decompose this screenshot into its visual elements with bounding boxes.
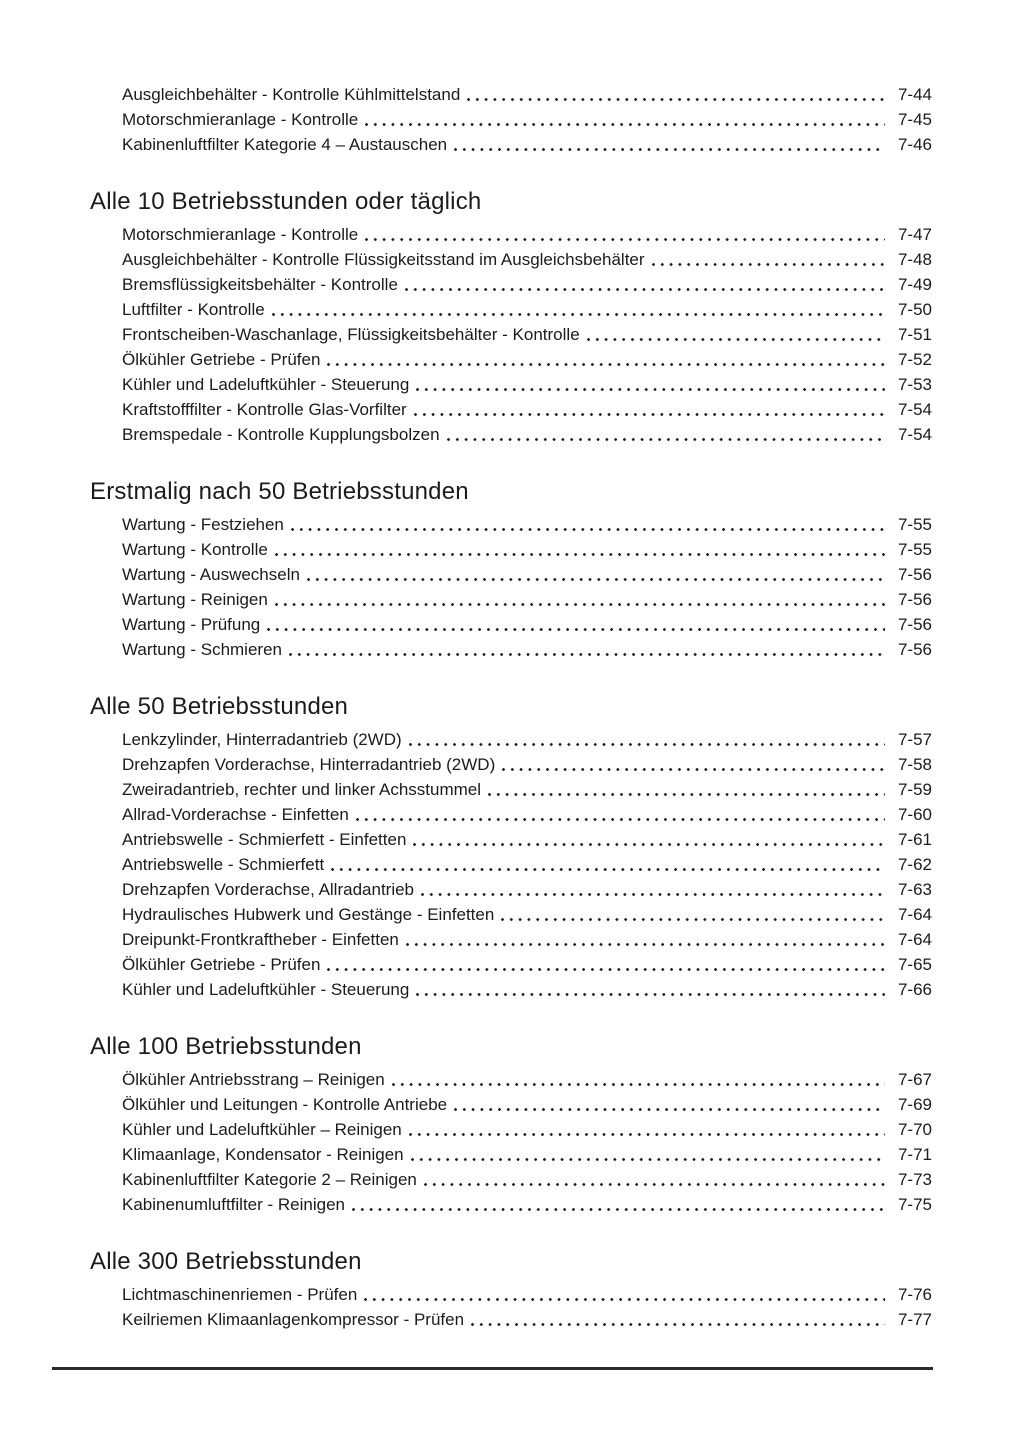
dot-leader (275, 553, 885, 556)
toc-entry-page-number: 7-64 (897, 930, 932, 949)
toc-entry-title: Kabinenluftfilter Kategorie 4 – Austauschen (122, 135, 448, 154)
toc-entry (90, 397, 932, 422)
toc-entry (90, 272, 932, 297)
toc-entry (90, 827, 932, 852)
dot-leader (409, 1133, 885, 1136)
toc-entry (90, 752, 932, 777)
toc-entry (90, 322, 932, 347)
toc-entry-title: Keilriemen Klimaanlagenkompressor - Prüfen (122, 1310, 465, 1329)
toc-entry (90, 927, 932, 952)
dot-leader (421, 893, 885, 896)
toc-entry-page-number: 7-55 (897, 515, 932, 534)
section-items (90, 1282, 932, 1332)
toc-entry (90, 107, 932, 132)
toc-entry (90, 1092, 932, 1117)
toc-section (90, 82, 932, 157)
toc-entry-page-number: 7-76 (897, 1285, 932, 1304)
dot-leader (488, 793, 885, 796)
toc-entry-page-number: 7-56 (897, 590, 932, 609)
section-items (90, 82, 932, 157)
toc-entry-page-number: 7-52 (897, 350, 932, 369)
toc-entry-title: Klimaanlage, Kondensator - Reinigen (122, 1145, 404, 1164)
toc-entry-page-number: 7-62 (897, 855, 932, 874)
toc-entry (90, 877, 932, 902)
toc-entry-title: Ölkühler Antriebsstrang – Reinigen (122, 1070, 385, 1089)
toc-entry-page-number: 7-45 (897, 110, 932, 129)
toc-section (90, 187, 932, 447)
section-heading: Alle 10 Betriebsstunden oder täglich (90, 188, 482, 215)
dot-leader (652, 263, 885, 266)
toc-entry-title: Kühler und Ladeluftkühler - Steuerung (122, 980, 410, 999)
toc-entry-title: Dreipunkt-Frontkraftheber - Einfetten (122, 930, 399, 949)
toc-entry-page-number: 7-50 (897, 300, 932, 319)
toc-entry-title: Antriebswelle - Schmierfett - Einfetten (122, 830, 407, 849)
toc-entry-page-number: 7-53 (897, 375, 932, 394)
dot-leader (501, 918, 885, 921)
table-of-contents (90, 82, 932, 1332)
toc-entry-title: Allrad-Vorderachse - Einfetten (122, 805, 349, 824)
dot-leader (406, 943, 885, 946)
toc-entry (90, 422, 932, 447)
dot-leader (365, 238, 885, 241)
toc-entry-page-number: 7-56 (897, 640, 932, 659)
toc-entry-page-number: 7-49 (897, 275, 932, 294)
toc-entry (90, 902, 932, 927)
toc-entry-title: Antriebswelle - Schmierfett (122, 855, 325, 874)
toc-entry-page-number: 7-61 (897, 830, 932, 849)
toc-entry (90, 372, 932, 397)
dot-leader (502, 768, 885, 771)
toc-entry-page-number: 7-60 (897, 805, 932, 824)
toc-entry (90, 1117, 932, 1142)
section-items (90, 512, 932, 662)
toc-entry (90, 852, 932, 877)
toc-entry (90, 132, 932, 157)
toc-entry (90, 1307, 932, 1332)
dot-leader (467, 98, 885, 101)
dot-leader (364, 1298, 885, 1301)
dot-leader (331, 868, 885, 871)
toc-entry-page-number: 7-75 (897, 1195, 932, 1214)
toc-section (90, 1032, 932, 1217)
toc-entry-page-number: 7-65 (897, 955, 932, 974)
toc-entry-title: Wartung - Auswechseln (122, 565, 300, 584)
toc-entry (90, 1067, 932, 1092)
toc-entry (90, 977, 932, 1002)
toc-entry (90, 297, 932, 322)
toc-entry (90, 1142, 932, 1167)
footer-rule (52, 1367, 933, 1370)
toc-entry (90, 562, 932, 587)
toc-entry-page-number: 7-48 (897, 250, 932, 269)
toc-entry (90, 727, 932, 752)
toc-entry-title: Kühler und Ladeluftkühler – Reinigen (122, 1120, 402, 1139)
toc-entry-title: Bremsflüssigkeitsbehälter - Kontrolle (122, 275, 398, 294)
toc-entry (90, 537, 932, 562)
toc-entry (90, 802, 932, 827)
toc-entry (90, 512, 932, 537)
toc-entry-page-number: 7-70 (897, 1120, 932, 1139)
section-items (90, 1067, 932, 1217)
dot-leader (327, 363, 885, 366)
dot-leader (327, 968, 885, 971)
toc-entry (90, 587, 932, 612)
toc-entry-title: Wartung - Kontrolle (122, 540, 268, 559)
section-items (90, 727, 932, 1002)
toc-entry (90, 222, 932, 247)
toc-entry-page-number: 7-58 (897, 755, 932, 774)
dot-leader (409, 743, 885, 746)
dot-leader (447, 438, 885, 441)
dot-leader (356, 818, 885, 821)
toc-entry-page-number: 7-64 (897, 905, 932, 924)
dot-leader (424, 1183, 885, 1186)
toc-entry-title: Ausgleichbehälter - Kontrolle Kühlmittelstand (122, 85, 461, 104)
toc-entry-title: Motorschmieranlage - Kontrolle (122, 225, 359, 244)
dot-leader (587, 338, 885, 341)
section-heading: Alle 50 Betriebsstunden (90, 693, 349, 720)
toc-entry-page-number: 7-55 (897, 540, 932, 559)
toc-entry (90, 637, 932, 662)
toc-entry-page-number: 7-73 (897, 1170, 932, 1189)
toc-entry-title: Wartung - Prüfung (122, 615, 261, 634)
toc-entry-title: Wartung - Festziehen (122, 515, 284, 534)
dot-leader (471, 1323, 885, 1326)
toc-entry-page-number: 7-54 (897, 425, 932, 444)
toc-entry-page-number: 7-57 (897, 730, 932, 749)
toc-entry-page-number: 7-66 (897, 980, 932, 999)
dot-leader (272, 313, 885, 316)
toc-entry-page-number: 7-56 (897, 565, 932, 584)
toc-entry-title: Ölkühler Getriebe - Prüfen (122, 955, 321, 974)
toc-entry-title: Zweiradantrieb, rechter und linker Achsstummel (122, 780, 482, 799)
dot-leader (291, 528, 885, 531)
section-heading: Alle 300 Betriebsstunden (90, 1248, 362, 1275)
toc-entry-title: Frontscheiben-Waschanlage, Flüssigkeitsbehälter - Kontrolle (122, 325, 580, 344)
toc-entry-title: Lichtmaschinenriemen - Prüfen (122, 1285, 358, 1304)
toc-entry (90, 1282, 932, 1307)
dot-leader (416, 388, 885, 391)
toc-entry (90, 612, 932, 637)
section-items (90, 222, 932, 447)
dot-leader (267, 628, 885, 631)
toc-entry-title: Hydraulisches Hubwerk und Gestänge - Einfetten (122, 905, 495, 924)
toc-entry-title: Lenkzylinder, Hinterradantrieb (2WD) (122, 730, 402, 749)
toc-entry-page-number: 7-46 (897, 135, 932, 154)
toc-entry (90, 952, 932, 977)
dot-leader (365, 123, 885, 126)
dot-leader (405, 288, 885, 291)
dot-leader (414, 413, 885, 416)
toc-entry-title: Kabinenluftfilter Kategorie 2 – Reinigen (122, 1170, 417, 1189)
toc-entry (90, 82, 932, 107)
toc-entry-title: Ausgleichbehälter - Kontrolle Flüssigkeitsstand im Ausgleichsbehälter (122, 250, 645, 269)
toc-entry-page-number: 7-67 (897, 1070, 932, 1089)
toc-entry-page-number: 7-69 (897, 1095, 932, 1114)
toc-entry-page-number: 7-47 (897, 225, 932, 244)
toc-entry-page-number: 7-59 (897, 780, 932, 799)
section-heading: Alle 100 Betriebsstunden (90, 1033, 362, 1060)
toc-entry-page-number: 7-51 (897, 325, 932, 344)
toc-entry (90, 347, 932, 372)
toc-entry-page-number: 7-56 (897, 615, 932, 634)
toc-entry (90, 777, 932, 802)
toc-section (90, 1247, 932, 1332)
toc-entry-title: Wartung - Reinigen (122, 590, 268, 609)
toc-entry-title: Drehzapfen Vorderachse, Allradantrieb (122, 880, 415, 899)
toc-entry-title: Kühler und Ladeluftkühler - Steuerung (122, 375, 410, 394)
toc-entry-title: Ölkühler Getriebe - Prüfen (122, 350, 321, 369)
dot-leader (454, 148, 885, 151)
toc-entry-page-number: 7-71 (897, 1145, 932, 1164)
dot-leader (413, 843, 885, 846)
toc-entry-title: Motorschmieranlage - Kontrolle (122, 110, 359, 129)
section-heading: Erstmalig nach 50 Betriebsstunden (90, 478, 469, 505)
toc-entry (90, 247, 932, 272)
toc-entry-title: Luftfilter - Kontrolle (122, 300, 265, 319)
toc-entry (90, 1192, 932, 1217)
dot-leader (289, 653, 885, 656)
toc-entry-title: Wartung - Schmieren (122, 640, 282, 659)
dot-leader (411, 1158, 885, 1161)
toc-entry-page-number: 7-77 (897, 1310, 932, 1329)
toc-section (90, 692, 932, 1002)
dot-leader (454, 1108, 885, 1111)
toc-entry-page-number: 7-54 (897, 400, 932, 419)
dot-leader (392, 1083, 885, 1086)
toc-entry-title: Ölkühler und Leitungen - Kontrolle Antriebe (122, 1095, 448, 1114)
dot-leader (275, 603, 885, 606)
toc-entry-page-number: 7-44 (897, 85, 932, 104)
dot-leader (307, 578, 885, 581)
toc-entry-title: Bremspedale - Kontrolle Kupplungsbolzen (122, 425, 440, 444)
toc-entry-title: Drehzapfen Vorderachse, Hinterradantrieb (2WD) (122, 755, 496, 774)
toc-entry-title: Kabinenumluftfilter - Reinigen (122, 1195, 346, 1214)
dot-leader (416, 993, 885, 996)
toc-entry (90, 1167, 932, 1192)
toc-entry-title: Kraftstofffilter - Kontrolle Glas-Vorfilter (122, 400, 407, 419)
toc-entry-page-number: 7-63 (897, 880, 932, 899)
dot-leader (352, 1208, 885, 1211)
toc-section (90, 477, 932, 662)
